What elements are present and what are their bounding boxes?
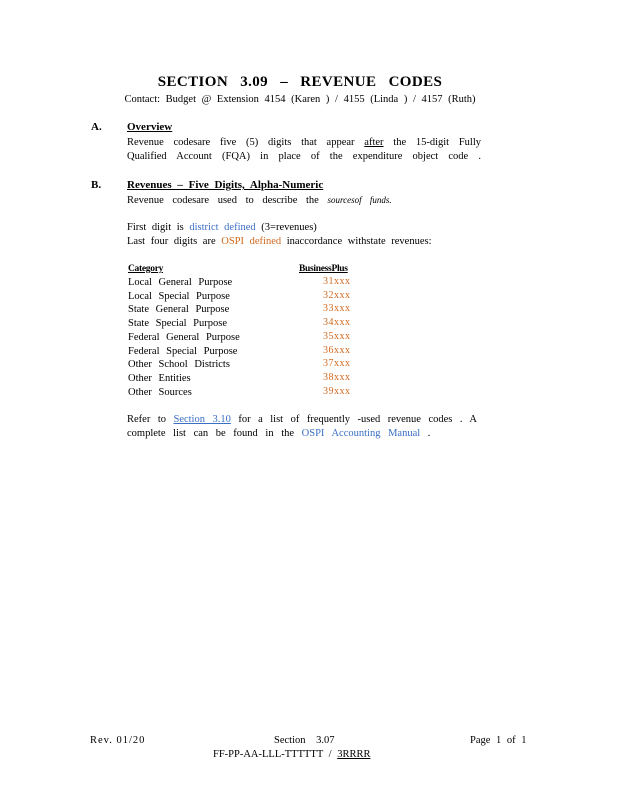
businessplus-column-header: BusinessPlus [299, 264, 348, 274]
category-name: Other Sources [128, 386, 192, 398]
footer-page: Page 1 of 1 [470, 735, 527, 746]
revenue-code: 37xxx [323, 358, 351, 370]
revenue-desc-text: Revenue codesare used to describe the [127, 195, 319, 206]
revenue-code: 38xxx [323, 371, 351, 383]
section-a-letter: A. [91, 121, 102, 133]
first-digit-text: First digit is [127, 222, 184, 233]
category-name: Federal General Purpose [128, 331, 240, 343]
category-name: Local General Purpose [128, 277, 233, 288]
refer-text-post: for a list of frequently -used revenue codes . A [238, 414, 477, 425]
category-name: State General Purpose [128, 304, 230, 316]
category-name: Other Entities [128, 372, 191, 384]
district-defined-link[interactable]: district defined [189, 222, 256, 233]
revenue-desc [127, 194, 392, 208]
category-name: Federal Special Purpose [128, 345, 238, 357]
ospi-accounting-manual-link[interactable]: OSPI Accounting Manual [301, 428, 421, 439]
section-b-letter: B. [91, 179, 102, 191]
complete-text: complete list can be found in the [127, 428, 295, 439]
revenue-code: 33xxx [323, 303, 351, 315]
page-title: SECTION 3.09 – REVENUE CODES [157, 74, 443, 90]
section-3-10-link[interactable]: Section 3.10 [173, 414, 231, 425]
revenue-code: 34xxx [323, 317, 351, 329]
last-digits-line [127, 235, 432, 249]
after-emphasis: after [364, 137, 384, 148]
category-name: Local Special Purpose [128, 290, 230, 302]
category-name: Other School Districts [128, 359, 230, 371]
category-column-header: Category [128, 264, 164, 274]
overview-text-pre: Revenue codesare five (5) digits that appear [127, 137, 355, 148]
revenue-code: 39xxx [323, 385, 351, 397]
revenue-code: 32xxx [323, 289, 351, 301]
ospi-defined-link[interactable]: OSPI defined [221, 236, 282, 247]
revenue-code: 36xxx [323, 344, 351, 356]
refer-line [127, 413, 477, 427]
contact-line: Contact: Budget @ Extension 4154 (Karen ) / 4155 (Linda ) / 4157 (Ruth) [124, 94, 476, 105]
complete-period: . [427, 428, 431, 439]
fqa-format-text: FF-PP-AA-LLL-TTTTTT / [213, 749, 332, 760]
accordance-text: inaccordance withstate revenues: [286, 236, 432, 247]
revenue-code: 35xxx [323, 330, 351, 342]
footer-section: Section 3.07 [274, 735, 335, 746]
section-a-heading: Overview [127, 121, 173, 133]
last-digits-text: Last four digits are [127, 236, 216, 247]
overview-line-1 [127, 136, 481, 150]
overview-line-2: Qualified Account (FQA) in place of the expenditure object code . [127, 151, 481, 162]
category-name: State Special Purpose [128, 318, 227, 330]
complete-line [127, 427, 430, 441]
revenue-code: 31xxx [323, 276, 351, 287]
section-b-heading: Revenues – Five Digits, Alpha-Numeric [127, 179, 324, 191]
fqa-revenue-code: 3RRRR [337, 749, 371, 760]
sources-of-funds: sourcesof funds. [327, 195, 392, 205]
footer-revision: Rev. 01/20 [90, 735, 146, 746]
first-digit-line [127, 221, 317, 235]
overview-text-post: the 15-digit Fully [393, 137, 482, 148]
revenues-note: (3=revenues) [261, 222, 317, 233]
footer-fqa-format [213, 749, 384, 760]
refer-text: Refer to [127, 414, 166, 425]
